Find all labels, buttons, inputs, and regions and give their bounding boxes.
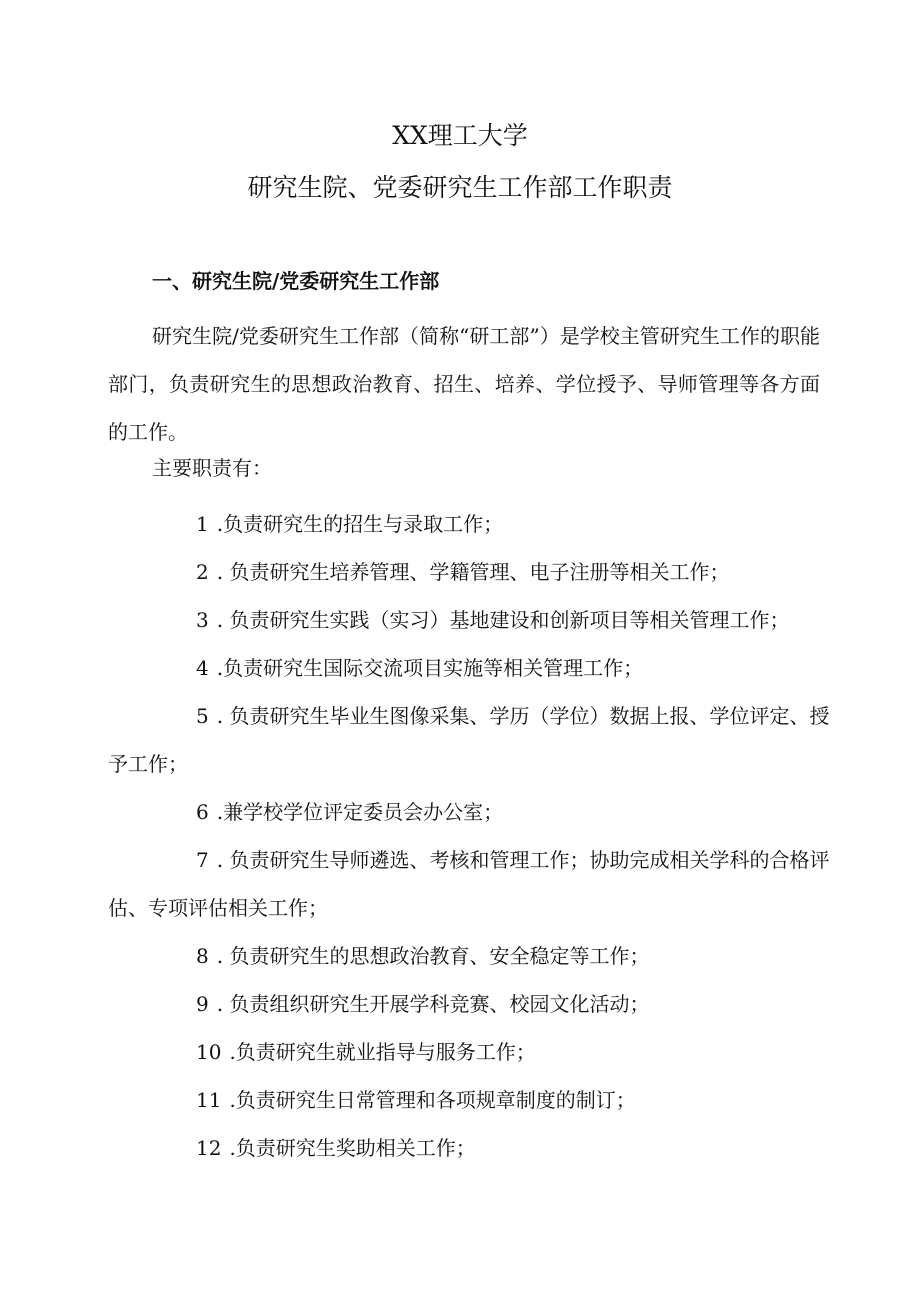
duty-number: 10 xyxy=(196,1040,222,1064)
duty-item-7 xyxy=(108,836,830,932)
duty-number: 6 xyxy=(196,800,209,824)
duty-text: . 负责研究生导师遴选、考核和管理工作；协助完成相关学科的合格评估、专项评估相关工作； xyxy=(108,848,830,920)
duty-number: 12 xyxy=(196,1136,222,1160)
duty-item-4 xyxy=(108,644,830,692)
duty-item-3 xyxy=(108,596,830,644)
duty-number: 1 xyxy=(196,512,209,536)
duty-text: . 负责研究生毕业生图像采集、学历（学位）数据上报、学位评定、授予工作； xyxy=(108,704,830,776)
duty-item-9 xyxy=(108,980,830,1028)
duty-number: 3 xyxy=(196,608,209,632)
duty-item-6 xyxy=(108,788,830,836)
duty-text: . 负责组织研究生开展学科竞赛、校园文化活动； xyxy=(216,992,650,1016)
duty-number: 7 xyxy=(196,848,209,872)
duty-text: . 负责研究生实践（实习）基地建设和创新项目等相关管理工作； xyxy=(216,608,790,632)
duty-text: . 负责研究生的思想政治教育、安全稳定等工作； xyxy=(216,944,650,968)
duty-number: 11 xyxy=(196,1088,222,1112)
duties-label: 主要职责有： xyxy=(152,456,272,480)
duty-item-8 xyxy=(108,932,830,980)
duty-number: 4 xyxy=(196,656,209,680)
document-title-main: 研究生院、党委研究生工作部工作职责 xyxy=(247,173,673,202)
duty-item-11 xyxy=(108,1076,830,1124)
duty-text: .负责研究生国际交流项目实施等相关管理工作； xyxy=(216,656,644,680)
duties-list xyxy=(108,500,830,1172)
duty-number: 5 xyxy=(196,704,209,728)
duty-item-5 xyxy=(108,692,830,788)
duty-text: . 负责研究生培养管理、学籍管理、电子注册等相关工作； xyxy=(216,560,730,584)
duty-text: .负责研究生的招生与录取工作； xyxy=(216,512,504,536)
document-title-university: XX理工大学 xyxy=(392,121,528,150)
duty-text: .兼学校学位评定委员会办公室； xyxy=(216,800,504,824)
duty-number: 9 xyxy=(196,992,209,1016)
duty-text: .负责研究生就业指导与服务工作； xyxy=(229,1040,536,1064)
section-heading: 一、研究生院/党委研究生工作部 xyxy=(152,269,440,293)
duty-item-1 xyxy=(108,500,830,548)
duty-item-12 xyxy=(108,1124,830,1172)
duty-text: .负责研究生日常管理和各项规章制度的制订； xyxy=(229,1088,636,1112)
duty-number: 2 xyxy=(196,560,209,584)
duty-item-10 xyxy=(108,1028,830,1076)
duty-item-2 xyxy=(108,548,830,596)
duty-number: 8 xyxy=(196,944,209,968)
intro-paragraph: 研究生院/党委研究生工作部（简称“研工部”）是学校主管研究生工作的职能部门，负责研究生的思想政治教育、招生、培养、学位授予、导师管理等各方面的工作。 xyxy=(108,324,820,444)
duty-text: .负责研究生奖助相关工作； xyxy=(229,1136,476,1160)
